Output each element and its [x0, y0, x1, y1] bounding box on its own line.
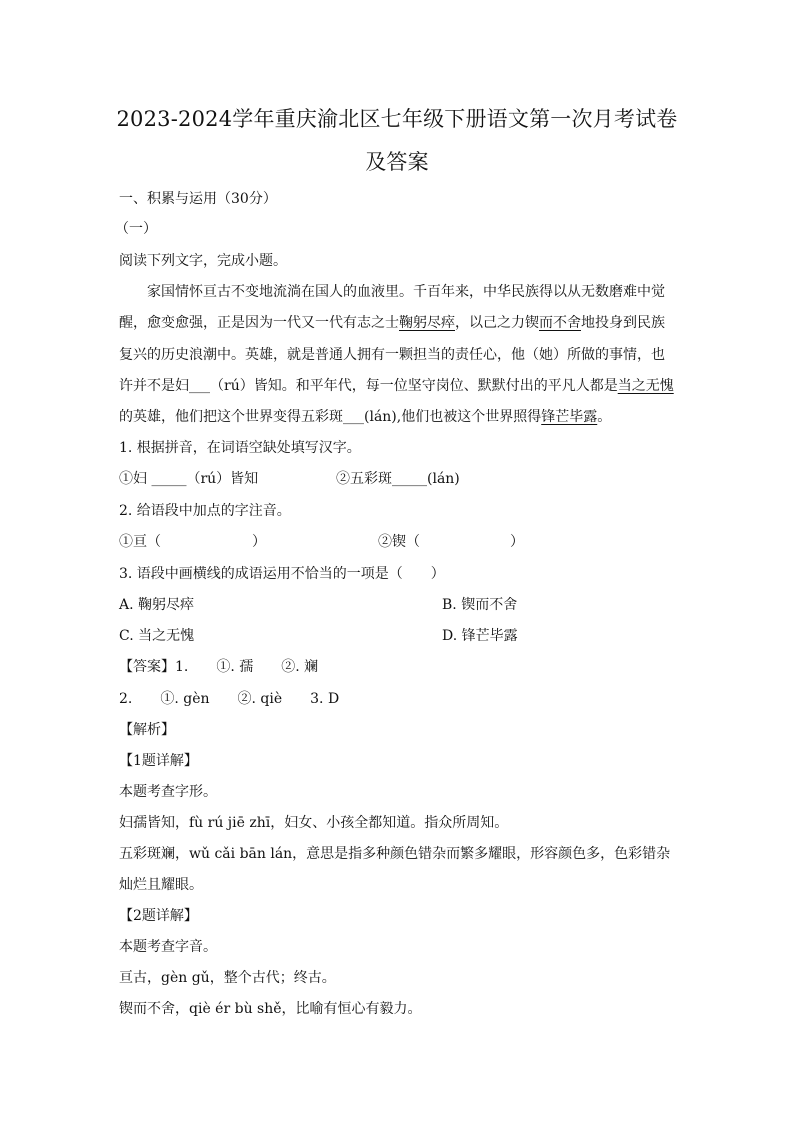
question-2-prompt: 2. 给语段中加点的字注音。 — [119, 503, 291, 519]
analysis-label: 【解析】 — [119, 722, 175, 738]
question-1-item-a: ①妇 _____（rú）皆知 — [119, 471, 259, 487]
answer-text: 1. ①. 孺 ②. 斓 — [175, 659, 319, 675]
passage-text: 。 — [597, 409, 612, 425]
option-c: C. 当之无愧 — [119, 628, 195, 644]
passage-line-4 — [119, 375, 679, 395]
analysis-text: 灿烂且耀眼。 — [119, 877, 203, 893]
subsection-label: （一） — [115, 221, 157, 237]
passage-line-3: 复兴的历史浪潮中。英雄，就是普通人拥有一颗担当的责任心，他（她）所做的事情，也 — [119, 347, 665, 363]
reading-instruction: 阅读下列文字，完成小题。 — [119, 253, 287, 269]
doc-title-line2: 及答案 — [365, 150, 429, 174]
analysis-text: 本题考查字音。 — [119, 939, 217, 955]
option-a: A. 鞠躬尽瘁 — [119, 597, 195, 613]
question-2-item-a-close: ） — [252, 534, 266, 550]
analysis-text: 妇孺皆知，fù rú jiē zhī，妇女、小孩全都知道。指众所周知。 — [119, 815, 509, 831]
underlined-idiom: 鞠躬尽瘁 — [399, 315, 455, 331]
answer-label: 【答案】 — [119, 659, 175, 675]
underlined-idiom: 当之无愧 — [617, 378, 674, 394]
passage-text: 地投身到民族 — [581, 315, 665, 331]
passage-text: 许并不是妇___（rú）皆知。和平年代，每一位坚守岗位、默默付出的平凡人都是 — [119, 378, 618, 394]
underlined-idiom: 锋芒毕露 — [541, 409, 598, 425]
passage-text: 醒，愈变愈强，正是因为一代又一代有志之士 — [119, 315, 399, 331]
analysis-heading-2: 【2题详解】 — [119, 908, 198, 924]
question-3-prompt: 3. 语段中画横线的成语运用不恰当的一项是（ ） — [119, 566, 445, 582]
analysis-text: 本题考查字形。 — [119, 784, 217, 800]
passage-text: 的英雄，他们把这个世界变得五彩斑___(lán),他们也被这个世界照得 — [119, 409, 542, 425]
answer-line-1 — [119, 656, 679, 676]
question-2-item-b-close: ） — [510, 534, 524, 550]
analysis-heading-1: 【1题详解】 — [119, 753, 198, 769]
analysis-text: 锲而不舍，qiè ér bù shě，比喻有恒心有毅力。 — [119, 1001, 422, 1017]
section-heading: 一、积累与运用（30分） — [119, 191, 277, 207]
passage-line-1: 家国情怀亘古不变地流淌在国人的血液里。千百年来，中华民族得以从无数磨难中觉 — [147, 284, 665, 300]
doc-title-line1: 2023-2024学年重庆渝北区七年级下册语文第一次月考试卷 — [116, 107, 678, 131]
option-b: B. 锲而不舍 — [442, 597, 518, 613]
passage-line-5 — [119, 406, 679, 426]
passage-text: ，以己之力锲 — [455, 315, 539, 331]
question-1-item-b: ②五彩斑_____(lán) — [336, 471, 460, 487]
analysis-text: 亘古，gèn gǔ，整个古代；终古。 — [119, 970, 336, 986]
question-1-prompt: 1. 根据拼音，在词语空缺处填写汉字。 — [119, 440, 361, 456]
underlined-idiom: 而不舍 — [539, 315, 581, 331]
analysis-text: 五彩斑斓，wǔ cǎi bān lán，意思是指多种颜色错杂而繁多耀眼，形容颜色多，色彩错杂 — [119, 846, 671, 862]
passage-line-2 — [119, 312, 679, 332]
answer-line-2: 2. ①. gèn ②. qiè 3. D — [119, 691, 340, 707]
question-2-item-b: ②锲（ — [378, 534, 420, 550]
option-d: D. 锋芒毕露 — [442, 628, 518, 644]
question-2-item-a: ①亘（ — [119, 534, 161, 550]
